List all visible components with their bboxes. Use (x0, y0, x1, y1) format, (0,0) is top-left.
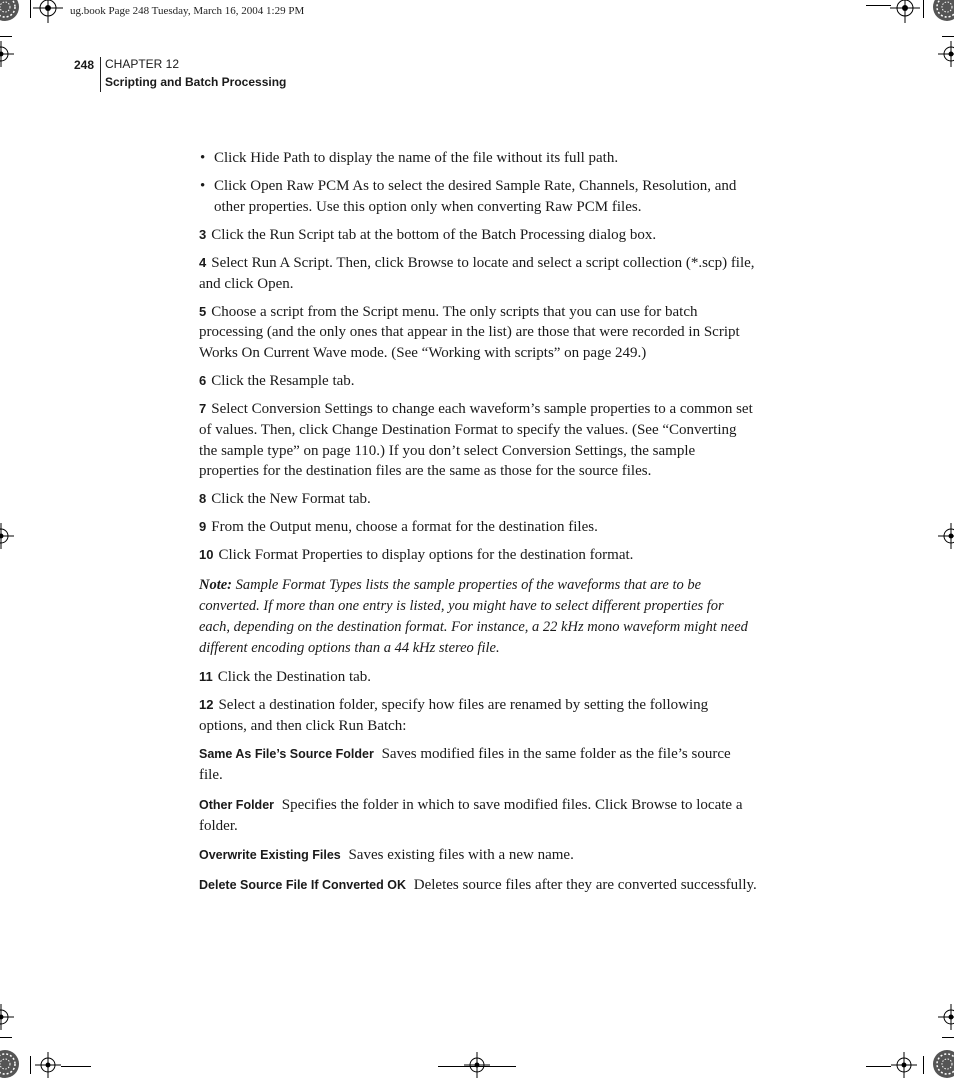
step-text: Choose a script from the Script menu. The only scripts that you can use for batch processing (and the only ones that appear in the list) are those that were recorded in Script Works On Current Wave mode. (See “Working with scripts” on page 249.) (199, 303, 740, 362)
step-item (199, 667, 757, 688)
step-number: 4 (199, 254, 207, 270)
step-text: Click the Resample tab. (211, 373, 355, 390)
registration-mark-icon (33, 0, 63, 23)
step-item (199, 545, 757, 566)
note-label: Note: (199, 577, 233, 594)
option-term: Same As File’s Source Folder (199, 747, 374, 762)
step-text: Click Format Properties to display options for the destination format. (218, 547, 634, 564)
step-text: Select a destination folder, specify how files are renamed by setting the following options, and then click Run Batch: (199, 697, 709, 735)
option-item (199, 875, 757, 896)
page-number: 248 (74, 58, 95, 72)
starburst-mark-icon (0, 1047, 20, 1081)
bullet-text: Click Open Raw PCM As to select the desired Sample Rate, Channels, Resolution, and other properties. Use this option only when converting Raw PCM files. (214, 177, 737, 215)
bullet-dot: • (200, 150, 206, 166)
step-text: Select Conversion Settings to change each waveform’s sample properties to a common set of values. Then, click Change Destination Format to specify the values. (See “Converting the sample type” on page 110.) If you don’t select Conversion Settings, the sample properties for the destination files are the same as those for the source files. (199, 401, 753, 480)
registration-mark-icon (938, 41, 954, 67)
crop-line (0, 36, 12, 37)
starburst-mark-icon (932, 1047, 954, 1081)
crop-line (0, 1037, 12, 1038)
note-paragraph (199, 575, 757, 658)
option-item (199, 744, 757, 786)
registration-mark-icon (0, 523, 14, 549)
option-term: Overwrite Existing Files (199, 848, 341, 863)
body-text (199, 148, 757, 905)
registration-mark-icon (0, 41, 14, 67)
step-number: 7 (199, 401, 207, 417)
print-slug: ug.book Page 248 Tuesday, March 16, 2004 1:29 PM (70, 5, 305, 17)
step-item (199, 489, 757, 510)
step-item (199, 695, 757, 737)
crop-line (923, 1056, 924, 1074)
crop-line (30, 0, 31, 18)
crop-line (866, 1066, 891, 1067)
step-number: 5 (199, 303, 207, 319)
starburst-mark-icon (932, 0, 954, 24)
option-item (199, 795, 757, 837)
step-item (199, 371, 757, 392)
crop-line (438, 1066, 516, 1067)
registration-mark-icon (938, 523, 954, 549)
bullet-text: Click Hide Path to display the name of the file without its full path. (214, 150, 619, 166)
option-text: Saves existing files with a new name. (348, 847, 574, 864)
step-number: 6 (199, 373, 207, 389)
step-number: 11 (199, 669, 213, 685)
registration-mark-icon (0, 1004, 14, 1030)
step-number: 12 (199, 697, 214, 713)
bullet-item (199, 176, 757, 218)
step-text: Click the Destination tab. (217, 669, 372, 686)
option-term: Delete Source File If Converted OK (199, 878, 406, 893)
crop-line (61, 1066, 91, 1067)
step-text: From the Output menu, choose a format for the destination files. (211, 519, 598, 536)
step-text: Click the Run Script tab at the bottom of the Batch Processing dialog box. (211, 226, 657, 243)
step-item (199, 302, 757, 364)
crop-line (923, 0, 924, 18)
note-text: Sample Format Types lists the sample properties of the waveforms that are to be converted. If more than one entry is listed, you might have to select different properties for each, depending on the destination format. For instance, a 22 kHz mono waveform might need different encoding options than a 44 kHz stereo file. (199, 577, 748, 656)
bullet-dot: • (200, 177, 206, 194)
step-item (199, 399, 757, 482)
step-item (199, 225, 757, 246)
registration-mark-icon (891, 1052, 917, 1078)
crop-line (942, 1037, 954, 1038)
registration-mark-icon (464, 1052, 490, 1078)
option-item (199, 845, 757, 866)
step-text: Click the New Format tab. (211, 491, 371, 508)
step-text: Select Run A Script. Then, click Browse to locate and select a script collection (*.scp) file, and click Open. (199, 254, 755, 292)
crop-line (942, 36, 954, 37)
starburst-mark-icon (0, 0, 20, 24)
step-number: 3 (199, 226, 207, 242)
crop-line (866, 5, 891, 6)
step-number: 9 (199, 519, 207, 535)
registration-mark-icon (938, 1004, 954, 1030)
step-number: 8 (199, 491, 207, 507)
option-term: Other Folder (199, 797, 275, 812)
step-item (199, 253, 757, 295)
registration-mark-icon (35, 1052, 61, 1078)
option-text: Deletes source files after they are converted successfully. (413, 877, 757, 894)
chapter-title: Scripting and Batch Processing (105, 75, 287, 89)
option-text: Saves modified files in the same folder as the file’s source file. (199, 746, 731, 783)
step-item (199, 517, 757, 538)
step-number: 10 (199, 547, 214, 563)
crop-line (30, 1056, 31, 1074)
header-divider (100, 57, 101, 92)
registration-mark-icon (890, 0, 920, 23)
option-text: Specifies the folder in which to save modified files. Click Browse to locate a folder. (199, 796, 743, 834)
chapter-label: CHAPTER 12 (105, 57, 180, 71)
bullet-item (199, 148, 757, 169)
